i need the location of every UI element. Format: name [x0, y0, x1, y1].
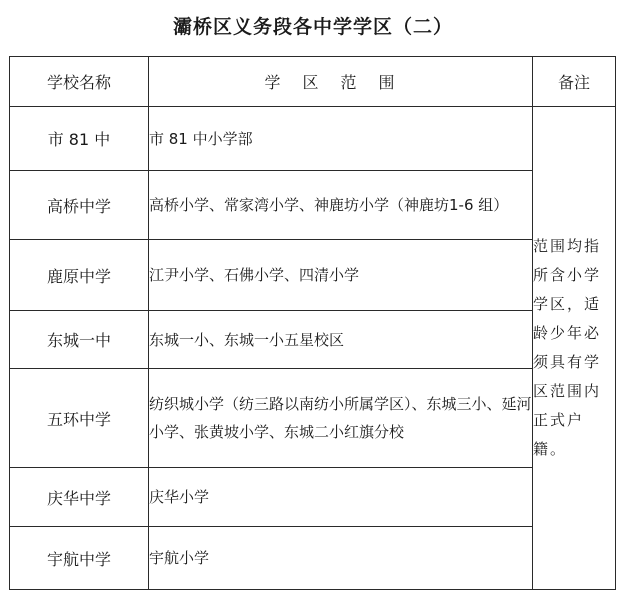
page-title: 灞桥区义务段各中学学区（二） [172, 16, 453, 38]
header-school-name: 学校名称 [10, 57, 149, 107]
district-range-cell: 纺织城小学（纺三路以南纺小所属学区）、东城三小、延河小学、张黄坡小学、东城二小红旗分校 [149, 369, 533, 468]
school-name-cell: 东城一中 [10, 311, 149, 369]
table-row [10, 468, 616, 527]
district-range-cell: 庆华小学 [149, 468, 533, 527]
district-range-cell: 东城一小、东城一小五星校区 [149, 311, 533, 369]
note-cell: 范围均指所含小学学区，适龄少年必须具有学区范围内正式户籍。 [533, 107, 616, 590]
school-district-table [9, 56, 616, 590]
table-row [10, 107, 616, 171]
table-row [10, 527, 616, 590]
district-range-cell: 高桥小学、常家湾小学、神鹿坊小学（神鹿坊1-6 组） [149, 171, 533, 240]
header-note: 备注 [533, 57, 616, 107]
school-name-cell: 鹿原中学 [10, 240, 149, 311]
school-name-cell: 五环中学 [10, 369, 149, 468]
school-name-cell: 庆华中学 [10, 468, 149, 527]
table-row [10, 240, 616, 311]
school-name-cell: 市 81 中 [10, 107, 149, 171]
school-name-cell: 宇航中学 [10, 527, 149, 590]
district-range-cell: 市 81 中小学部 [149, 107, 533, 171]
table-row [10, 311, 616, 369]
table-row [10, 369, 616, 468]
district-range-cell: 宇航小学 [149, 527, 533, 590]
header-row [10, 57, 616, 107]
district-range-cell: 江尹小学、石佛小学、四清小学 [149, 240, 533, 311]
table-row [10, 171, 616, 240]
header-district-range: 学区范围 [149, 57, 533, 107]
school-name-cell: 高桥中学 [10, 171, 149, 240]
